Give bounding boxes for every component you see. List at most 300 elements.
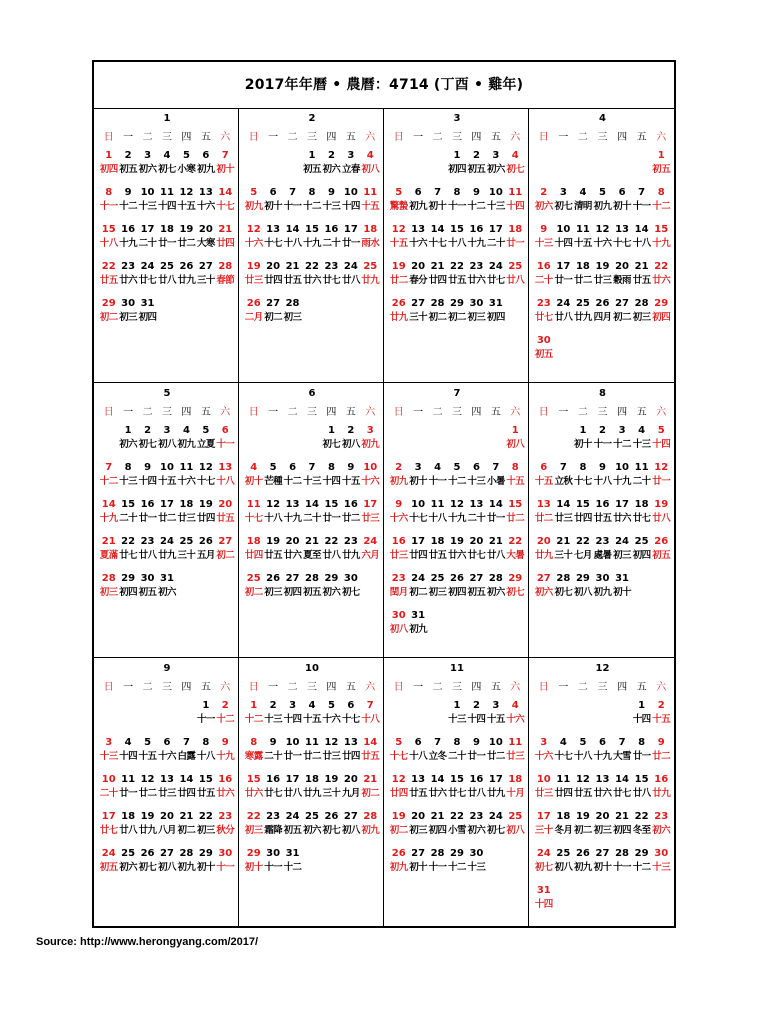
weekday-label: 六 xyxy=(656,407,667,418)
lunar-date: 初十 xyxy=(428,201,447,212)
day-cell xyxy=(573,424,593,461)
day-cell xyxy=(341,535,360,572)
day-cell xyxy=(486,186,505,223)
day-cell xyxy=(651,424,671,461)
day-number: 31 xyxy=(488,298,503,309)
empty-cell xyxy=(593,699,613,736)
day-cell xyxy=(177,223,196,260)
day-number: 27 xyxy=(469,573,484,584)
weekday-label: 二 xyxy=(432,407,443,418)
day-cell xyxy=(244,260,263,297)
day-number: 18 xyxy=(508,224,523,235)
day-cell xyxy=(99,260,118,297)
day-cell xyxy=(632,260,652,297)
day-number: 11 xyxy=(556,774,571,785)
day-number: 17 xyxy=(140,224,155,235)
day-cell xyxy=(651,260,671,297)
day-number: 7 xyxy=(434,737,442,748)
day-cell xyxy=(302,461,321,498)
day-number: 25 xyxy=(556,848,571,859)
day-cell xyxy=(283,773,302,810)
day-number: 6 xyxy=(269,187,277,198)
lunar-date: 十二 xyxy=(652,201,671,212)
lunar-date: 初七 xyxy=(138,862,157,873)
day-cell xyxy=(554,461,574,498)
day-number: 17 xyxy=(160,499,174,510)
day-cell xyxy=(118,810,137,847)
day-number: 25 xyxy=(305,811,319,822)
day-cell xyxy=(632,535,652,572)
lunar-date: 廿六 xyxy=(428,788,447,799)
day-cell xyxy=(408,810,427,847)
weekday-header xyxy=(244,127,380,149)
lunar-date: 十九 xyxy=(99,513,118,524)
day-cell xyxy=(447,223,466,260)
weekday-label: 四 xyxy=(181,407,192,418)
lunar-date: 二十 xyxy=(99,788,118,799)
day-cell xyxy=(341,260,360,297)
weekday-label: 四 xyxy=(326,132,337,143)
day-number: 18 xyxy=(634,499,649,510)
day-cell xyxy=(157,424,176,461)
day-number: 11 xyxy=(160,187,174,198)
day-cell xyxy=(651,773,671,810)
day-cell xyxy=(408,223,427,260)
weekday-label: 一 xyxy=(558,407,569,418)
lunar-date: 初二 xyxy=(409,587,428,598)
lunar-date: 十三 xyxy=(119,476,138,487)
weekday-label: 六 xyxy=(510,407,521,418)
day-cell xyxy=(177,149,196,186)
day-number: 4 xyxy=(511,700,519,711)
lunar-date: 十四 xyxy=(158,201,176,212)
day-cell xyxy=(573,535,593,572)
days-grid xyxy=(244,149,380,334)
day-cell xyxy=(389,773,408,810)
day-number: 26 xyxy=(266,573,281,584)
lunar-date: 廿一 xyxy=(322,513,341,524)
lunar-date: 十二 xyxy=(448,862,466,873)
lunar-date: 十六 xyxy=(389,513,408,524)
lunar-date: 春節 xyxy=(216,275,235,286)
day-number: 20 xyxy=(343,774,358,785)
day-number: 11 xyxy=(634,462,649,473)
day-number: 4 xyxy=(511,150,519,161)
lunar-date: 廿三 xyxy=(361,513,380,524)
day-cell xyxy=(302,699,321,736)
day-number: 29 xyxy=(634,848,649,859)
lunar-date: 初十 xyxy=(574,439,592,450)
lunar-date: 初二 xyxy=(361,788,380,799)
lunar-date: 初三 xyxy=(283,312,302,323)
day-number: 10 xyxy=(140,187,155,198)
day-cell xyxy=(534,736,554,773)
days-grid xyxy=(244,699,380,884)
day-cell xyxy=(651,810,671,847)
day-cell xyxy=(447,847,466,884)
day-number: 28 xyxy=(363,811,378,822)
day-cell xyxy=(138,572,157,609)
empty-cell xyxy=(573,149,593,186)
day-number: 15 xyxy=(305,224,319,235)
lunar-date: 廿一 xyxy=(506,238,525,249)
lunar-date: 十二 xyxy=(467,201,486,212)
lunar-date: 十四 xyxy=(322,476,341,487)
lunar-date: 廿五 xyxy=(99,275,118,286)
lunar-date: 廿五 xyxy=(196,788,215,799)
lunar-date: 廿八 xyxy=(283,788,302,799)
days-grid xyxy=(99,424,235,609)
lunar-date: 初七 xyxy=(506,164,525,175)
day-cell xyxy=(341,773,360,810)
day-number: 30 xyxy=(595,573,610,584)
day-number: 5 xyxy=(395,737,403,748)
day-cell xyxy=(534,334,554,371)
day-number: 2 xyxy=(124,150,132,161)
lunar-date: 初二 xyxy=(216,550,235,561)
day-cell xyxy=(408,535,427,572)
day-number: 4 xyxy=(366,150,374,161)
day-cell xyxy=(196,186,215,223)
day-number: 9 xyxy=(599,462,606,473)
day-number: 16 xyxy=(595,499,610,510)
day-cell xyxy=(506,461,525,498)
day-cell xyxy=(283,461,302,498)
day-number: 21 xyxy=(179,811,194,822)
lunar-date: 廿七 xyxy=(448,788,466,799)
day-number: 25 xyxy=(121,848,136,859)
lunar-date: 廿三 xyxy=(506,751,525,762)
day-number: 14 xyxy=(179,774,194,785)
day-number: 4 xyxy=(308,700,316,711)
day-cell xyxy=(534,461,554,498)
day-number: 26 xyxy=(595,298,610,309)
day-cell xyxy=(118,186,137,223)
lunar-date: 秋分 xyxy=(216,825,235,836)
lunar-date: 廿六 xyxy=(593,788,612,799)
day-number: 2 xyxy=(269,700,277,711)
day-number: 29 xyxy=(121,573,136,584)
day-cell xyxy=(506,535,525,572)
weekday-label: 三 xyxy=(451,682,462,693)
lunar-date: 廿九 xyxy=(652,788,671,799)
day-number: 18 xyxy=(363,224,378,235)
day-cell xyxy=(157,535,176,572)
day-cell xyxy=(506,223,525,260)
day-number: 14 xyxy=(430,774,445,785)
lunar-date: 初八 xyxy=(506,825,525,836)
weekday-label: 三 xyxy=(161,407,172,418)
day-number: 12 xyxy=(391,224,406,235)
day-cell xyxy=(244,186,263,223)
lunar-date: 大雪 xyxy=(613,751,631,762)
weekday-label: 六 xyxy=(220,132,231,143)
day-cell xyxy=(573,297,593,334)
day-cell xyxy=(389,810,408,847)
day-number: 29 xyxy=(246,848,261,859)
lunar-date: 廿八 xyxy=(486,550,505,561)
weekday-label: 二 xyxy=(577,132,588,143)
day-cell xyxy=(506,810,525,847)
day-number: 19 xyxy=(266,536,281,547)
lunar-date: 十七 xyxy=(244,513,263,524)
day-cell xyxy=(283,572,302,609)
day-number: 2 xyxy=(599,425,606,436)
weekday-label: 五 xyxy=(345,682,356,693)
day-number: 5 xyxy=(327,700,335,711)
day-cell xyxy=(389,609,408,646)
lunar-date: 初七 xyxy=(554,201,573,212)
day-cell xyxy=(99,297,118,334)
day-number: 28 xyxy=(488,573,503,584)
day-number: 24 xyxy=(488,261,503,272)
day-cell xyxy=(651,297,671,334)
day-cell xyxy=(506,149,525,186)
weekday-label: 日 xyxy=(248,682,259,693)
lunar-date: 十九 xyxy=(448,513,466,524)
day-number: 16 xyxy=(266,774,281,785)
lunar-date: 二十 xyxy=(534,275,553,286)
lunar-date: 廿二 xyxy=(389,275,408,286)
lunar-date: 閏月 xyxy=(389,587,408,598)
lunar-date: 廿八 xyxy=(554,312,573,323)
lunar-date: 廿一 xyxy=(467,751,486,762)
day-cell xyxy=(506,572,525,609)
lunar-date: 初七 xyxy=(322,825,341,836)
lunar-date: 十三 xyxy=(486,201,505,212)
weekday-label: 四 xyxy=(181,132,192,143)
day-number: 18 xyxy=(508,774,523,785)
day-cell xyxy=(283,699,302,736)
lunar-date: 初三 xyxy=(467,312,486,323)
day-cell xyxy=(283,223,302,260)
lunar-date: 初七 xyxy=(534,862,553,873)
day-cell xyxy=(467,572,486,609)
lunar-date: 二十 xyxy=(138,238,157,249)
month-block xyxy=(94,108,239,383)
empty-cell xyxy=(389,424,408,461)
day-cell xyxy=(651,149,671,186)
day-number: 31 xyxy=(536,885,551,896)
day-cell xyxy=(322,260,341,297)
day-cell xyxy=(263,736,282,773)
day-number: 22 xyxy=(305,261,319,272)
empty-cell xyxy=(573,699,593,736)
day-number: 15 xyxy=(654,224,669,235)
lunar-date: 初八 xyxy=(574,587,592,598)
weekday-label: 五 xyxy=(200,682,211,693)
weekday-label: 六 xyxy=(656,682,667,693)
day-cell xyxy=(534,186,554,223)
lunar-date: 十二 xyxy=(303,201,321,212)
day-number: 1 xyxy=(638,700,646,711)
day-cell xyxy=(534,773,554,810)
lunar-date: 十八 xyxy=(574,751,592,762)
weekday-label: 六 xyxy=(365,682,376,693)
day-cell xyxy=(632,498,652,535)
day-cell xyxy=(447,498,466,535)
lunar-date: 廿二 xyxy=(534,513,553,524)
lunar-date: 十三 xyxy=(632,439,651,450)
day-number: 26 xyxy=(246,298,261,309)
day-number: 6 xyxy=(414,187,422,198)
lunar-date: 十四 xyxy=(467,714,486,725)
day-number: 21 xyxy=(556,536,571,547)
day-cell xyxy=(216,149,235,186)
weekday-label: 一 xyxy=(268,407,279,418)
day-cell xyxy=(506,260,525,297)
day-number: 4 xyxy=(124,737,132,748)
day-number: 27 xyxy=(536,573,551,584)
lunar-date: 廿六 xyxy=(283,550,302,561)
lunar-date: 廿八 xyxy=(119,825,138,836)
month-title: 12 xyxy=(595,663,610,674)
month-title: 11 xyxy=(450,663,464,674)
day-number: 5 xyxy=(250,187,258,198)
day-number: 4 xyxy=(638,425,646,436)
day-number: 11 xyxy=(305,737,319,748)
lunar-date: 十三 xyxy=(534,238,553,249)
day-cell xyxy=(157,736,176,773)
day-cell xyxy=(651,186,671,223)
day-number: 18 xyxy=(575,261,590,272)
lunar-date: 十一 xyxy=(428,862,447,873)
empty-cell xyxy=(408,699,427,736)
day-cell xyxy=(428,260,447,297)
day-number: 13 xyxy=(266,224,281,235)
day-number: 8 xyxy=(202,737,210,748)
lunar-date: 廿八 xyxy=(341,275,360,286)
lunar-date: 十三 xyxy=(138,201,157,212)
day-cell xyxy=(177,498,196,535)
day-number: 28 xyxy=(218,261,233,272)
day-cell xyxy=(118,498,137,535)
day-cell xyxy=(196,773,215,810)
day-cell xyxy=(573,572,593,609)
lunar-date: 廿三 xyxy=(389,550,408,561)
day-cell xyxy=(196,810,215,847)
day-cell xyxy=(554,572,574,609)
empty-cell xyxy=(389,699,408,736)
day-number: 14 xyxy=(285,224,300,235)
day-number: 21 xyxy=(615,811,630,822)
lunar-date: 初五 xyxy=(138,587,157,598)
lunar-date: 處暑 xyxy=(593,550,612,561)
lunar-date: 十二 xyxy=(448,476,466,487)
lunar-date: 初九 xyxy=(177,862,196,873)
lunar-date: 十七 xyxy=(574,476,592,487)
empty-cell xyxy=(612,699,632,736)
lunar-date: 十四 xyxy=(554,238,573,249)
day-cell xyxy=(138,773,157,810)
lunar-date: 初五 xyxy=(119,164,138,175)
day-cell xyxy=(593,223,613,260)
lunar-date: 立秋 xyxy=(554,476,573,487)
day-cell xyxy=(486,461,505,498)
lunar-date: 廿五 xyxy=(264,550,283,561)
day-cell xyxy=(447,699,466,736)
day-number: 15 xyxy=(634,774,649,785)
day-number: 4 xyxy=(163,150,171,161)
day-cell xyxy=(177,810,196,847)
lunar-date: 夏至 xyxy=(303,550,321,561)
lunar-date: 廿九 xyxy=(574,312,592,323)
day-cell xyxy=(534,498,554,535)
day-number: 9 xyxy=(395,499,403,510)
day-cell xyxy=(534,535,554,572)
day-cell xyxy=(302,810,321,847)
lunar-date: 二十 xyxy=(448,751,466,762)
lunar-date: 廿五 xyxy=(574,788,592,799)
lunar-date: 廿二 xyxy=(652,751,671,762)
day-number: 9 xyxy=(124,187,132,198)
day-cell xyxy=(118,773,137,810)
day-number: 2 xyxy=(657,700,665,711)
day-cell xyxy=(341,810,360,847)
day-number: 19 xyxy=(450,536,464,547)
day-cell xyxy=(263,498,282,535)
day-number: 4 xyxy=(579,187,587,198)
day-cell xyxy=(612,186,632,223)
lunar-date: 十二 xyxy=(283,862,302,873)
lunar-date: 廿三 xyxy=(158,788,176,799)
day-cell xyxy=(486,498,505,535)
day-number: 23 xyxy=(343,536,358,547)
day-number: 22 xyxy=(575,536,590,547)
day-cell xyxy=(157,461,176,498)
lunar-date: 廿九 xyxy=(341,550,360,561)
lunar-date: 十九 xyxy=(593,751,612,762)
weekday-label: 五 xyxy=(636,682,647,693)
day-number: 14 xyxy=(305,499,319,510)
lunar-date: 廿五 xyxy=(428,550,447,561)
weekday-label: 四 xyxy=(471,132,482,143)
day-cell xyxy=(244,773,263,810)
day-number: 21 xyxy=(634,261,649,272)
empty-cell xyxy=(118,699,137,736)
day-number: 14 xyxy=(430,224,445,235)
day-cell xyxy=(534,260,554,297)
day-cell xyxy=(302,498,321,535)
lunar-date: 十四 xyxy=(341,201,360,212)
day-number: 25 xyxy=(634,536,649,547)
day-cell xyxy=(632,461,652,498)
day-cell xyxy=(554,186,574,223)
lunar-date: 初九 xyxy=(389,862,408,873)
lunar-date: 初三 xyxy=(196,825,215,836)
day-number: 1 xyxy=(250,700,258,711)
day-number: 29 xyxy=(450,298,464,309)
lunar-date: 十八 xyxy=(361,714,380,725)
day-cell xyxy=(389,297,408,334)
lunar-date: 初十 xyxy=(244,862,263,873)
day-cell xyxy=(283,498,302,535)
month-title: 6 xyxy=(308,388,316,399)
day-number: 19 xyxy=(391,261,406,272)
day-number: 26 xyxy=(140,848,155,859)
day-cell xyxy=(612,260,632,297)
day-number: 22 xyxy=(450,811,464,822)
day-number: 17 xyxy=(343,224,358,235)
lunar-date: 二十 xyxy=(486,238,505,249)
day-number: 3 xyxy=(618,425,626,436)
lunar-date: 十六 xyxy=(177,476,196,487)
day-number: 22 xyxy=(198,811,213,822)
day-number: 9 xyxy=(472,187,480,198)
lunar-date: 廿七 xyxy=(99,825,118,836)
lunar-date: 十一 xyxy=(632,201,651,212)
day-number: 2 xyxy=(347,425,355,436)
